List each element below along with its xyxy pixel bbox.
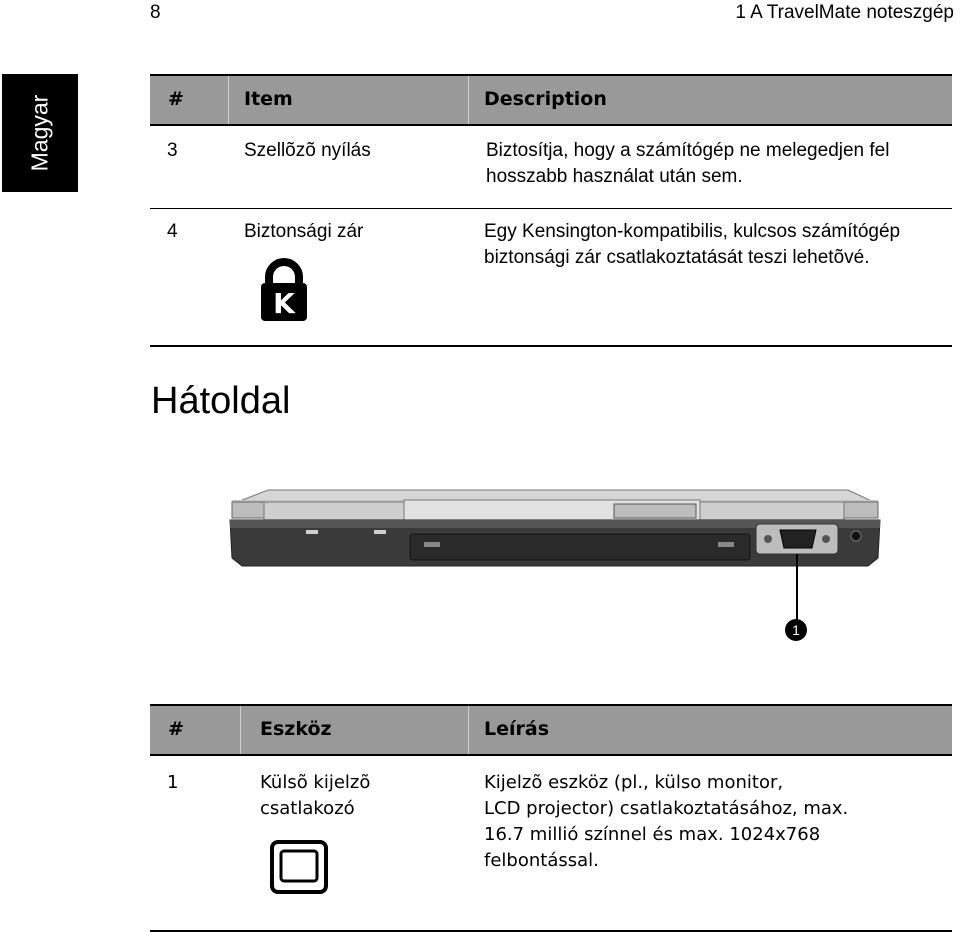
row-description — [484, 770, 848, 874]
table-row — [150, 209, 952, 347]
row-item — [260, 770, 370, 822]
item-line: Külsõ kijelzõ — [260, 772, 371, 793]
section-title: Hátoldal — [151, 380, 291, 422]
column-header-description: Leírás — [484, 718, 550, 740]
language-side-tab — [2, 74, 78, 192]
row-description — [484, 219, 900, 271]
items-table-rear — [150, 704, 952, 932]
description-line: LCD projector) csatlakoztatásához, max. — [484, 798, 849, 819]
page-number: 8 — [150, 2, 161, 23]
description-line: hosszabb használat után sem. — [486, 166, 743, 187]
column-header-num: # — [168, 88, 184, 110]
table-row — [150, 126, 952, 209]
row-item: Szellõzõ nyílás — [244, 140, 371, 161]
column-header-description: Description — [484, 88, 607, 110]
description-line: biztonsági zár csatlakoztatását teszi lehetõvé. — [484, 247, 870, 268]
table-header — [150, 704, 952, 756]
description-line: felbontással. — [484, 850, 599, 871]
table-header — [150, 74, 952, 126]
row-number: 3 — [167, 140, 178, 161]
row-description — [486, 138, 889, 190]
running-head: 1 A TravelMate noteszgép — [735, 2, 954, 23]
row-number: 4 — [167, 221, 178, 242]
row-item: Biztonsági zár — [244, 221, 364, 242]
callout-marker: 1 — [785, 619, 807, 641]
column-header-num: # — [168, 718, 184, 740]
column-header-item: Item — [244, 88, 293, 110]
svg-text:K: K — [273, 287, 295, 320]
items-table-front — [150, 74, 952, 347]
item-line: csatlakozó — [260, 798, 355, 819]
description-line: Egy Kensington-kompatibilis, kulcsos számítógép — [484, 221, 901, 242]
description-line: Kijelzõ eszköz (pl., külso monitor, — [484, 772, 784, 793]
table-row — [150, 756, 952, 932]
description-line: 16.7 millió színnel és max. 1024x768 — [484, 824, 821, 845]
description-line: Biztosítja, hogy a számítógép ne melegedjen fel — [486, 140, 890, 161]
column-header-item: Eszköz — [260, 718, 332, 740]
laptop-rear-view-image — [228, 482, 884, 647]
kensington-lock-icon — [259, 257, 309, 331]
language-label: Magyar — [26, 94, 53, 172]
row-number: 1 — [167, 772, 179, 793]
external-display-port-icon — [270, 840, 328, 902]
